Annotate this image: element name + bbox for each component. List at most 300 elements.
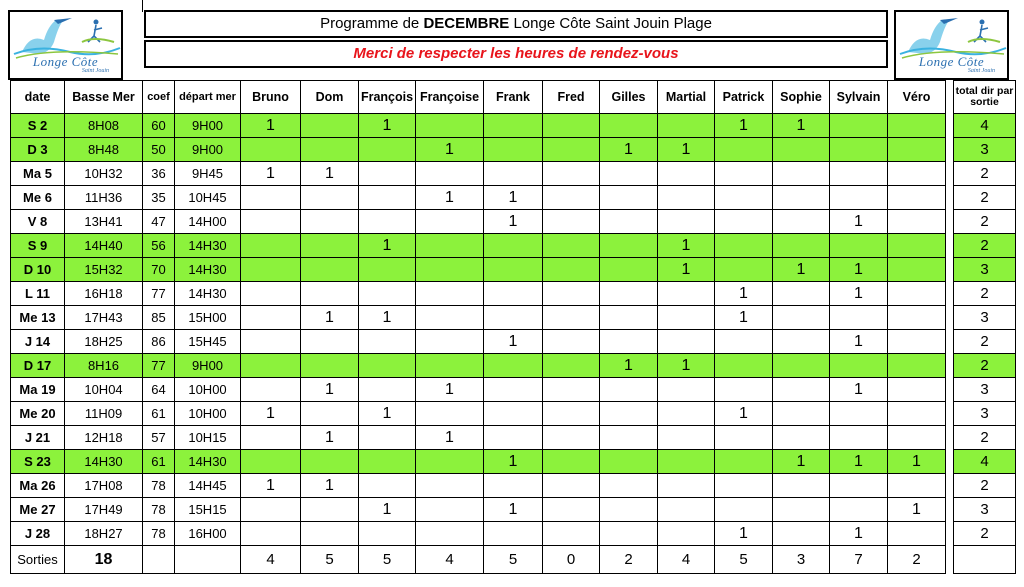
date-cell: D 10: [11, 258, 65, 282]
participant-cell: [830, 234, 888, 258]
participant-cell: [241, 498, 301, 522]
footer-row: [11, 546, 1016, 574]
participant-cell: 1: [658, 258, 715, 282]
participant-cell: [600, 186, 658, 210]
basse-mer-cell: 14H40: [65, 234, 143, 258]
participant-cell: [715, 258, 773, 282]
participant-cell: [416, 306, 484, 330]
participant-cell: [715, 138, 773, 162]
participant-cell: [543, 282, 600, 306]
participant-cell: [830, 426, 888, 450]
participant-cell: [773, 162, 830, 186]
participant-cell: 1: [416, 138, 484, 162]
participant-cell: [359, 138, 416, 162]
participant-cell: [301, 258, 359, 282]
depart-cell: 9H00: [175, 138, 241, 162]
total-cell: 3: [954, 378, 1016, 402]
date-cell: Ma 19: [11, 378, 65, 402]
participant-cell: [600, 378, 658, 402]
depart-cell: 15H15: [175, 498, 241, 522]
table-row: [11, 426, 1016, 450]
participant-cell: 1: [830, 330, 888, 354]
participant-cell: [543, 138, 600, 162]
participant-cell: [301, 234, 359, 258]
participant-cell: [658, 450, 715, 474]
depart-cell: 9H00: [175, 114, 241, 138]
participant-cell: [773, 210, 830, 234]
participant-cell: [658, 186, 715, 210]
total-cell: 2: [954, 234, 1016, 258]
participant-cell: [600, 426, 658, 450]
depart-cell: 14H30: [175, 234, 241, 258]
basse-mer-cell: 17H08: [65, 474, 143, 498]
participant-cell: [416, 162, 484, 186]
participant-cell: [715, 498, 773, 522]
participant-cell: 1: [658, 354, 715, 378]
total-cell: 3: [954, 402, 1016, 426]
total-cell: 3: [954, 138, 1016, 162]
participant-cell: [484, 426, 543, 450]
participant-cell: [543, 402, 600, 426]
participant-cell: [830, 306, 888, 330]
participant-cell: [359, 426, 416, 450]
title-month: DECEMBRE: [423, 15, 510, 32]
participant-cell: [359, 258, 416, 282]
participant-cell: 1: [484, 186, 543, 210]
depart-cell: 15H45: [175, 330, 241, 354]
participant-total-cell: 0: [543, 546, 600, 574]
participant-cell: [484, 138, 543, 162]
participant-cell: [416, 282, 484, 306]
participant-cell: [359, 354, 416, 378]
coef-cell: 60: [143, 114, 175, 138]
total-cell: 2: [954, 186, 1016, 210]
table-row: [11, 354, 1016, 378]
col-header-sophie: Sophie: [773, 81, 830, 114]
participant-cell: [543, 234, 600, 258]
participant-cell: 1: [715, 282, 773, 306]
participant-cell: 1: [301, 162, 359, 186]
date-cell: J 28: [11, 522, 65, 546]
participant-cell: [715, 426, 773, 450]
total-cell: 3: [954, 306, 1016, 330]
participant-cell: 1: [658, 138, 715, 162]
participant-cell: 1: [484, 450, 543, 474]
participant-cell: 1: [888, 498, 946, 522]
col-header-francois: François: [359, 81, 416, 114]
date-cell: D 17: [11, 354, 65, 378]
coef-cell: 78: [143, 522, 175, 546]
depart-cell: 10H00: [175, 402, 241, 426]
participant-cell: [715, 186, 773, 210]
logo-left: [8, 10, 123, 80]
spacer-cell: [946, 498, 954, 522]
date-cell: S 23: [11, 450, 65, 474]
participant-cell: [888, 114, 946, 138]
participant-cell: [484, 474, 543, 498]
participant-cell: [600, 498, 658, 522]
participant-cell: [658, 306, 715, 330]
col-header-bruno: Bruno: [241, 81, 301, 114]
depart-cell: 14H45: [175, 474, 241, 498]
table-row: [11, 402, 1016, 426]
participant-cell: [888, 306, 946, 330]
participant-total-cell: 2: [600, 546, 658, 574]
participant-cell: 1: [359, 498, 416, 522]
col-header-gilles: Gilles: [600, 81, 658, 114]
table-row: [11, 138, 1016, 162]
participant-cell: [888, 522, 946, 546]
spacer-cell: [946, 234, 954, 258]
participant-cell: [301, 450, 359, 474]
participant-cell: [301, 402, 359, 426]
participant-cell: [241, 306, 301, 330]
participant-total-cell: 7: [830, 546, 888, 574]
participant-cell: [888, 138, 946, 162]
date-cell: J 14: [11, 330, 65, 354]
participant-cell: [543, 210, 600, 234]
participant-cell: 1: [241, 162, 301, 186]
table-row: [11, 306, 1016, 330]
participant-cell: [416, 522, 484, 546]
participant-cell: [543, 306, 600, 330]
participant-cell: [830, 162, 888, 186]
participant-cell: [241, 282, 301, 306]
participant-cell: [359, 522, 416, 546]
header-row: [11, 81, 1016, 114]
spacer-cell: [946, 138, 954, 162]
basse-mer-cell: 13H41: [65, 210, 143, 234]
participant-cell: 1: [241, 402, 301, 426]
participant-total-cell: 4: [416, 546, 484, 574]
logo-right: [894, 10, 1009, 80]
depart-cell: 14H30: [175, 282, 241, 306]
spacer-cell: [946, 114, 954, 138]
participant-cell: [484, 354, 543, 378]
participant-cell: [543, 258, 600, 282]
participant-cell: [359, 186, 416, 210]
participant-cell: 1: [359, 402, 416, 426]
page-title: [144, 10, 888, 38]
participant-cell: 1: [301, 378, 359, 402]
depart-cell: 16H00: [175, 522, 241, 546]
participant-cell: [543, 498, 600, 522]
col-header-depart-mer: départ mer: [175, 81, 241, 114]
participant-cell: [773, 474, 830, 498]
total-cell: 2: [954, 162, 1016, 186]
participant-cell: [543, 354, 600, 378]
participant-cell: [484, 114, 543, 138]
basse-mer-cell: 11H36: [65, 186, 143, 210]
participant-cell: [484, 258, 543, 282]
participant-cell: [600, 162, 658, 186]
basse-mer-cell: 16H18: [65, 282, 143, 306]
spacer-cell: [946, 282, 954, 306]
logo-text: Longe Côte: [918, 54, 985, 69]
table-row: [11, 210, 1016, 234]
basse-mer-cell: 17H49: [65, 498, 143, 522]
participant-cell: [416, 474, 484, 498]
date-cell: S 2: [11, 114, 65, 138]
basse-mer-cell: 18H27: [65, 522, 143, 546]
participant-cell: 1: [773, 258, 830, 282]
sorties-label: Sorties: [11, 546, 65, 574]
empty-cell: [954, 546, 1016, 574]
sorties-count: 18: [65, 546, 143, 574]
participant-total-cell: 5: [359, 546, 416, 574]
table-row: [11, 450, 1016, 474]
spacer-cell: [946, 546, 954, 574]
total-cell: 2: [954, 282, 1016, 306]
participant-cell: 1: [484, 498, 543, 522]
coef-cell: 56: [143, 234, 175, 258]
participant-cell: [773, 282, 830, 306]
total-cell: 3: [954, 498, 1016, 522]
participant-total-cell: 5: [301, 546, 359, 574]
coef-cell: 36: [143, 162, 175, 186]
participant-cell: [830, 354, 888, 378]
coef-cell: 50: [143, 138, 175, 162]
participant-cell: [773, 330, 830, 354]
participant-cell: [658, 282, 715, 306]
participant-cell: [416, 114, 484, 138]
participant-cell: [658, 162, 715, 186]
basse-mer-cell: 8H16: [65, 354, 143, 378]
participant-cell: 1: [715, 522, 773, 546]
participant-cell: [888, 234, 946, 258]
participant-total-cell: 5: [484, 546, 543, 574]
depart-cell: 14H30: [175, 450, 241, 474]
basse-mer-cell: 18H25: [65, 330, 143, 354]
coef-cell: 78: [143, 474, 175, 498]
coef-cell: 86: [143, 330, 175, 354]
depart-cell: 10H00: [175, 378, 241, 402]
participant-cell: [301, 282, 359, 306]
basse-mer-cell: 10H32: [65, 162, 143, 186]
participant-cell: [888, 330, 946, 354]
participant-cell: 1: [416, 378, 484, 402]
participant-cell: [658, 402, 715, 426]
participant-total-cell: 3: [773, 546, 830, 574]
participant-cell: [301, 354, 359, 378]
participant-cell: 1: [773, 450, 830, 474]
table-row: [11, 258, 1016, 282]
basse-mer-cell: 17H43: [65, 306, 143, 330]
participant-cell: 1: [359, 234, 416, 258]
spacer-cell: [946, 330, 954, 354]
participant-cell: [715, 234, 773, 258]
participant-cell: [416, 234, 484, 258]
col-header-total: total dir par sortie: [954, 81, 1016, 114]
coef-cell: 61: [143, 450, 175, 474]
participant-cell: 1: [241, 114, 301, 138]
participant-cell: [715, 450, 773, 474]
participant-cell: [416, 498, 484, 522]
coef-cell: 77: [143, 354, 175, 378]
participant-cell: 1: [359, 306, 416, 330]
participant-cell: [773, 138, 830, 162]
coef-cell: 64: [143, 378, 175, 402]
participant-cell: 1: [301, 426, 359, 450]
basse-mer-cell: 8H08: [65, 114, 143, 138]
coef-cell: 70: [143, 258, 175, 282]
participant-cell: [773, 402, 830, 426]
coef-cell: 78: [143, 498, 175, 522]
spacer-cell: [946, 210, 954, 234]
participant-cell: 1: [715, 114, 773, 138]
total-cell: 2: [954, 522, 1016, 546]
participant-cell: [773, 186, 830, 210]
participant-total-cell: 5: [715, 546, 773, 574]
participant-cell: [359, 450, 416, 474]
participant-cell: [543, 162, 600, 186]
table-row: [11, 378, 1016, 402]
participant-cell: [600, 330, 658, 354]
date-cell: Ma 5: [11, 162, 65, 186]
participant-cell: [773, 378, 830, 402]
basse-mer-cell: 12H18: [65, 426, 143, 450]
participant-cell: [484, 162, 543, 186]
participant-cell: [830, 114, 888, 138]
basse-mer-cell: 15H32: [65, 258, 143, 282]
participant-cell: [773, 426, 830, 450]
spacer-cell: [946, 522, 954, 546]
spacer-cell: [946, 402, 954, 426]
participant-cell: [543, 330, 600, 354]
participant-cell: [416, 354, 484, 378]
participant-cell: [301, 114, 359, 138]
col-spacer: [946, 81, 954, 114]
participant-cell: [715, 210, 773, 234]
participant-cell: [241, 210, 301, 234]
depart-cell: 14H00: [175, 210, 241, 234]
coef-cell: 85: [143, 306, 175, 330]
total-cell: 4: [954, 450, 1016, 474]
schedule-table: [10, 80, 1016, 574]
participant-cell: [600, 258, 658, 282]
depart-cell: 15H00: [175, 306, 241, 330]
participant-cell: 1: [830, 522, 888, 546]
participant-cell: [543, 114, 600, 138]
participant-cell: [241, 378, 301, 402]
col-header-sylvain: Sylvain: [830, 81, 888, 114]
spacer-cell: [946, 162, 954, 186]
participant-cell: [773, 234, 830, 258]
participant-cell: [773, 522, 830, 546]
participant-cell: 1: [416, 426, 484, 450]
date-cell: Me 27: [11, 498, 65, 522]
participant-cell: [359, 210, 416, 234]
table-row: [11, 522, 1016, 546]
participant-cell: [416, 258, 484, 282]
col-header-fred: Fred: [543, 81, 600, 114]
total-cell: 2: [954, 426, 1016, 450]
participant-cell: [830, 498, 888, 522]
participant-cell: [888, 354, 946, 378]
participant-cell: 1: [484, 210, 543, 234]
table-row: [11, 162, 1016, 186]
participant-cell: [830, 402, 888, 426]
participant-cell: 1: [359, 114, 416, 138]
participant-cell: [416, 402, 484, 426]
participant-cell: [241, 330, 301, 354]
table-row: [11, 234, 1016, 258]
participant-cell: [600, 402, 658, 426]
participant-cell: [600, 282, 658, 306]
participant-cell: 1: [600, 354, 658, 378]
participant-cell: [830, 186, 888, 210]
table-row: [11, 474, 1016, 498]
participant-cell: 1: [830, 378, 888, 402]
col-header-date: date: [11, 81, 65, 114]
participant-cell: [241, 138, 301, 162]
date-cell: Ma 26: [11, 474, 65, 498]
basse-mer-cell: 10H04: [65, 378, 143, 402]
participant-cell: [888, 162, 946, 186]
participant-cell: [484, 234, 543, 258]
spacer-cell: [946, 186, 954, 210]
participant-cell: 1: [301, 474, 359, 498]
participant-cell: [301, 330, 359, 354]
participant-cell: [484, 282, 543, 306]
depart-cell: 14H30: [175, 258, 241, 282]
participant-cell: 1: [301, 306, 359, 330]
col-header-vero: Véro: [888, 81, 946, 114]
participant-cell: 1: [658, 234, 715, 258]
participant-cell: [715, 162, 773, 186]
participant-cell: 1: [241, 474, 301, 498]
participant-cell: [888, 402, 946, 426]
participant-cell: [301, 138, 359, 162]
participant-cell: [773, 306, 830, 330]
participant-cell: [888, 258, 946, 282]
participant-cell: [301, 498, 359, 522]
logo-subtext: Saint Jouin: [81, 68, 109, 74]
participant-cell: [543, 186, 600, 210]
participant-cell: [359, 378, 416, 402]
col-header-patrick: Patrick: [715, 81, 773, 114]
participant-cell: 1: [830, 210, 888, 234]
participant-cell: [888, 426, 946, 450]
total-cell: 4: [954, 114, 1016, 138]
total-cell: 2: [954, 354, 1016, 378]
date-cell: D 3: [11, 138, 65, 162]
participant-cell: [241, 234, 301, 258]
participant-cell: [301, 210, 359, 234]
participant-cell: 1: [830, 282, 888, 306]
participant-cell: [543, 474, 600, 498]
participant-cell: [241, 186, 301, 210]
date-cell: V 8: [11, 210, 65, 234]
depart-cell: 10H15: [175, 426, 241, 450]
participant-cell: [658, 522, 715, 546]
participant-cell: [715, 354, 773, 378]
participant-cell: [658, 426, 715, 450]
divider-line: [142, 0, 143, 12]
depart-cell: 9H45: [175, 162, 241, 186]
spacer-cell: [946, 450, 954, 474]
participant-cell: [416, 210, 484, 234]
table-row: [11, 498, 1016, 522]
page-subtitle: Merci de respecter les heures de rendez-vous: [144, 40, 888, 68]
basse-mer-cell: 8H48: [65, 138, 143, 162]
col-header-martial: Martial: [658, 81, 715, 114]
participant-cell: [241, 426, 301, 450]
participant-cell: [658, 114, 715, 138]
date-cell: L 11: [11, 282, 65, 306]
logo-subtext: Saint Jouin: [967, 68, 995, 74]
empty-cell: [175, 546, 241, 574]
